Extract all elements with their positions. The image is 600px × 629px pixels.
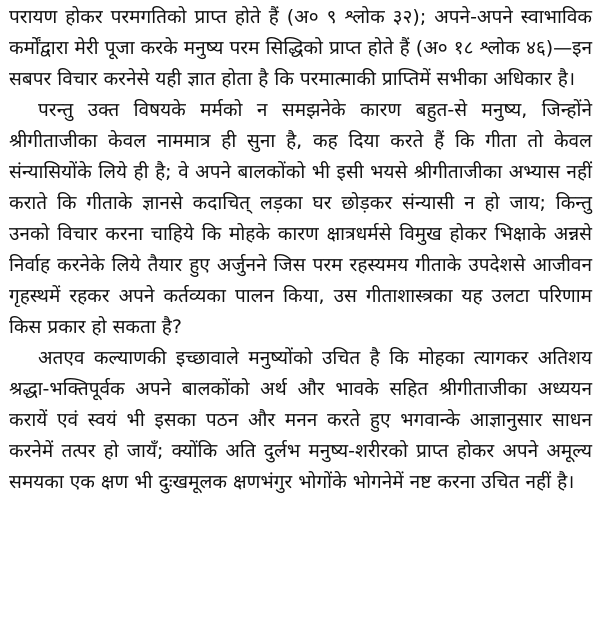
paragraph-misconception: परन्तु उक्त विषयके मर्मको न समझनेके कारण बहुत-से मनुष्य, जिन्होंने श्रीगीताजीका केवल नाममात्र ही सुना है, कह दिया करते हैं कि गीता तो केवल संन्यासियोंके लिये ही है; वे अपने बालकोंको भी इसी भयसे श्रीगीताजीका अभ्यास नहीं कराते कि गीताके ज्ञानसे कदाचित् लड़का घर छोड़कर संन्यासी न हो जाय; किन्तु उनको विचार करना चाहिये कि मोहके कारण क्षात्रधर्मसे विमुख होकर भिक्षाके अन्नसे निर्वाह करनेके लिये तैयार हुए अर्जुनने जिस परम रहस्यमय गीताके उपदेशसे आजीवन गृहस्थमें रहकर अपने कर्तव्यका पालन किया, उस गीताशास्त्रका यह उलटा परिणाम किस प्रकार हो सकता है? <box>9 99 592 338</box>
paragraph-continuation: परायण होकर परमगतिको प्राप्त होते हैं (अ० ९ श्लोक ३२); अपने-अपने स्वाभाविक कर्मोंद्वारा मेरी पूजा करके मनुष्य परम सिद्धिको प्राप्त होते हैं (अ० १८ श्लोक ४६)—इन सबपर विचार करनेसे यही ज्ञात होता है कि परमात्माकी प्राप्तिमें सभीका अधिकार है। <box>9 6 592 90</box>
paragraph-conclusion: अतएव कल्याणकी इच्छावाले मनुष्योंको उचित है कि मोहका त्यागकर अतिशय श्रद्धा-भक्तिपूर्वक अपने बालकोंको अर्थ और भावके सहित श्रीगीताजीका अध्ययन करायें एवं स्वयं भी इसका पठन और मनन करते हुए भगवान्के आज्ञानुसार साधन करनेमें तत्पर हो जायँ; क्योंकि अति दुर्लभ मनुष्य-शरीरको प्राप्त होकर अपने अमूल्य समयका एक क्षण भी दुःखमूलक क्षणभंगुर भोगोंके भोगनेमें नष्ट करना उचित नहीं है। <box>9 347 592 493</box>
